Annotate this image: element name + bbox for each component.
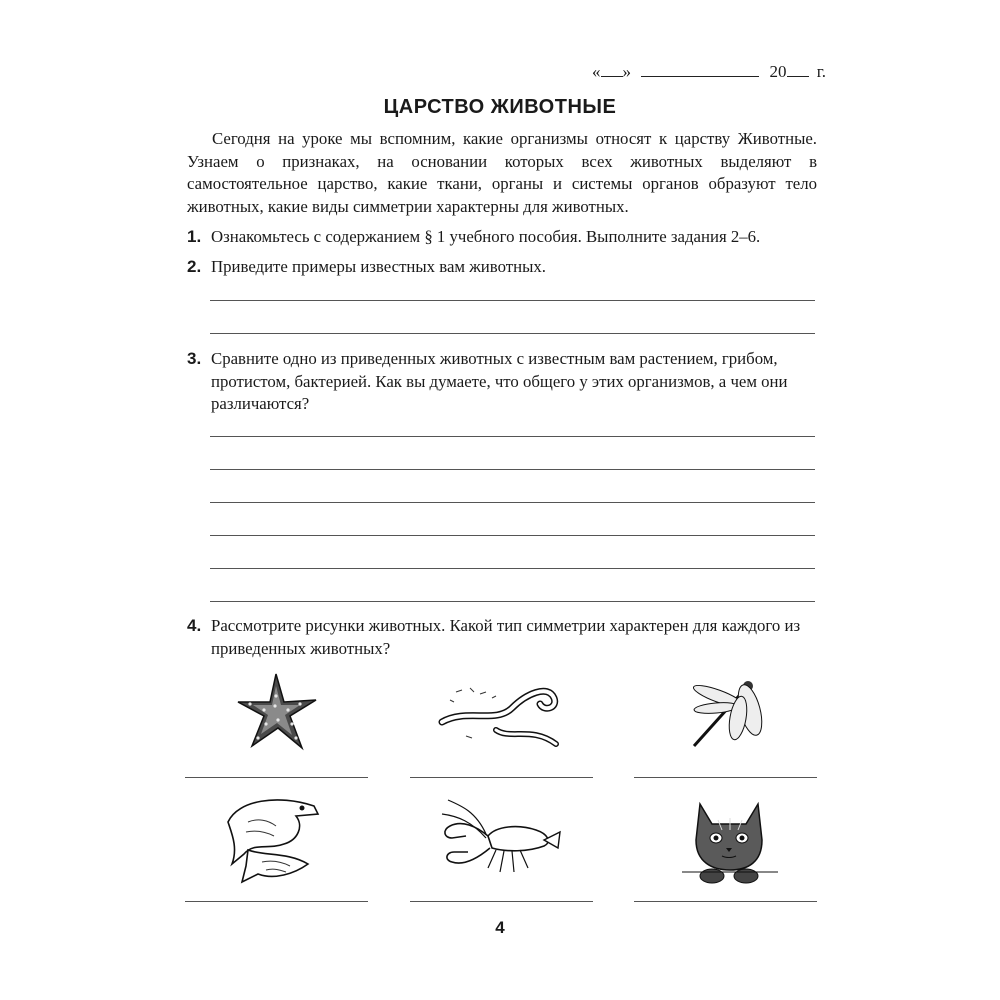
answer-line[interactable] [210,502,815,503]
date-line [592,62,826,82]
answer-line[interactable] [210,469,815,470]
task-number: 1. [187,227,202,246]
crayfish-icon [436,796,564,886]
pike-icon [218,792,326,884]
answer-line[interactable] [634,901,817,902]
year-suffix: г. [816,62,827,81]
task-number: 4. [187,616,202,635]
day-blank[interactable] [601,76,623,77]
answer-line[interactable] [185,901,368,902]
intro-paragraph: Сегодня на уроке мы вспомним, какие организмы относят к царству Животные. Узнаем о признаках, на основании которых всех животных выделяют в самостоятельное царство, какие ткани, органы и системы органов образуют тело животных, какие виды симметрии характерны для животных. [187,129,817,216]
page-title: ЦАРСТВО ЖИВОТНЫЕ [383,96,617,118]
dragonfly-icon [686,672,766,752]
answer-line[interactable] [185,777,368,778]
answer-line[interactable] [210,333,815,334]
year-blank[interactable] [787,76,809,77]
task-text: Приведите примеры известных вам животных. [211,257,546,276]
task-text: Ознакомьтесь с содержанием § 1 учебного пособия. Выполните задания 2–6. [211,227,761,246]
kitten-icon [682,790,778,886]
answer-line[interactable] [210,535,815,536]
answer-line[interactable] [210,300,815,301]
year-prefix: 20 [769,62,787,81]
date-quote-close: » [622,62,631,81]
month-blank[interactable] [641,76,759,77]
task-1 [187,226,817,249]
answer-line[interactable] [210,601,815,602]
task-text: Рассмотрите рисунки животных. Какой тип симметрии характерен для каждого из приведенных животных? [211,616,801,658]
task-number: 3. [187,349,202,368]
answer-line[interactable] [634,777,817,778]
date-quote-open: « [592,62,601,81]
task-4 [187,615,817,660]
task-number: 2. [187,257,202,276]
task-2 [187,256,817,279]
answer-line[interactable] [410,777,593,778]
starfish-icon [228,672,328,752]
answer-line[interactable] [210,568,815,569]
page-number: 4 [495,918,505,937]
task-text: Сравните одно из приведенных животных с известным вам растением, грибом, протистом, бактерией. Как вы думаете, что общего у этих организмов, а чем они различаются? [211,349,788,413]
task-3 [187,348,817,416]
answer-line[interactable] [210,436,815,437]
earthworm-icon [436,678,564,750]
answer-line[interactable] [410,901,593,902]
